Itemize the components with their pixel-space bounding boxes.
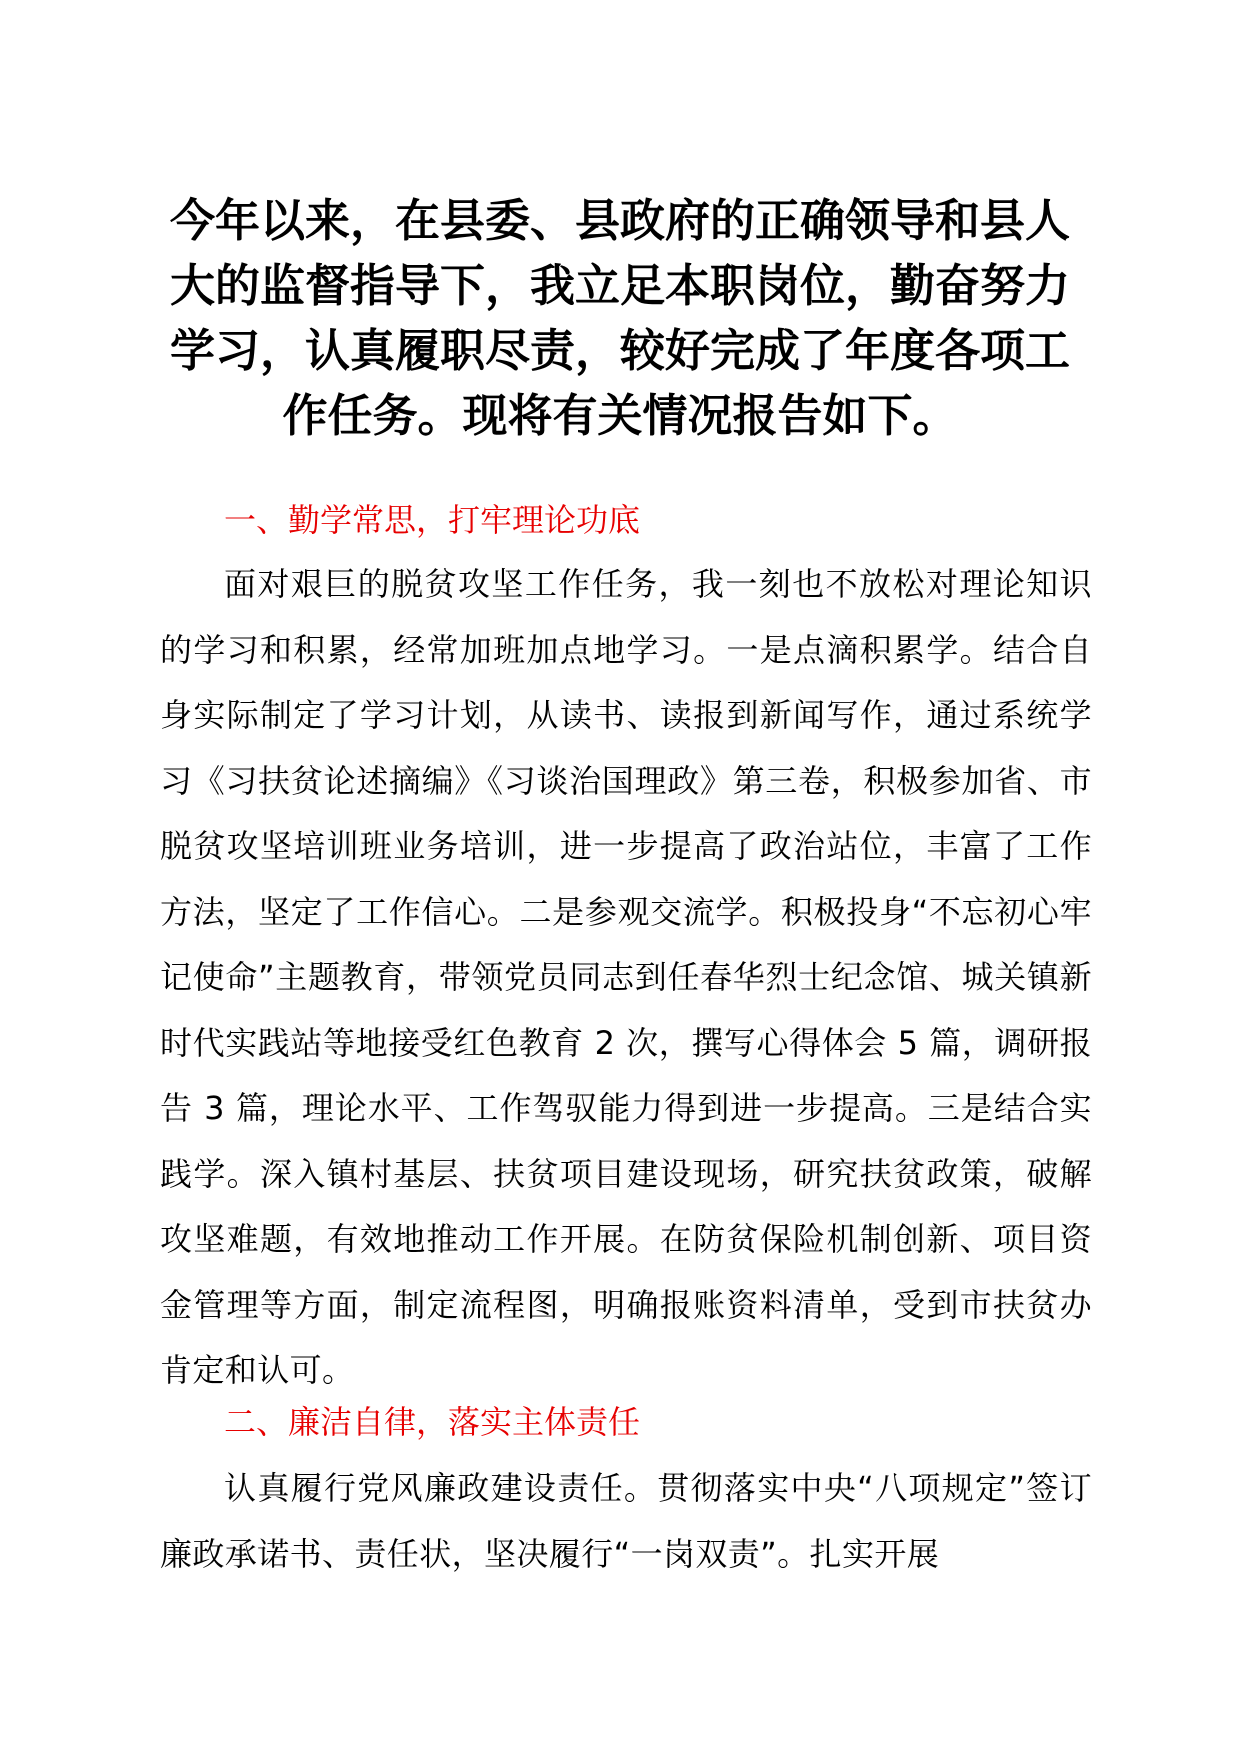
section-heading-2: 二、廉洁自律，落实主体责任 (224, 1403, 641, 1441)
section-heading-1: 一、勤学常思，打牢理论功底 (224, 501, 641, 539)
section-paragraph-2: 认真履行党风廉政建设责任。贯彻落实中央“八项规定”签订廉政承诺书、责任状，坚决履行“一岗双责”。扎实开展 (160, 1469, 1092, 1573)
section-paragraph-1: 面对艰巨的脱贫攻坚工作任务，我一刻也不放松对理论知识的学习和积累，经常加班加点地学习。一是点滴积累学。结合自身实际制定了学习计划，从读书、读报到新闻写作，通过系统学习《习扶贫论述摘编》《习谈治国理政》第三卷，积极参加省、市脱贫攻坚培训班业务培训，进一步提高了政治站位，丰富了工作方法，坚定了工作信心。二是参观交流学。积极投身“不忘初心牢记使命”主题教育，带领党员同志到任春华烈士纪念馆、城关镇新时代实践站等地接受红色教育 2 次，撰写心得体会 5 篇，调研报告 3 篇，理论水平、工作驾驭能力得到进一步提高。三是结合实践学。深入镇村基层、扶贫项目建设现场，研究扶贫政策，破解攻坚难题，有效地推动工作开展。在防贫保险机制创新、项目资金管理等方面，制定流程图，明确报账资料清单，受到市扶贫办肯定和认可。 (160, 565, 1092, 1389)
document-title: 今年以来，在县委、县政府的正确领导和县人大的监督指导下，我立足本职岗位，勤奋努力学习，认真履职尽责，较好完成了年度各项工作任务。现将有关情况报告如下。 (169, 194, 1070, 442)
